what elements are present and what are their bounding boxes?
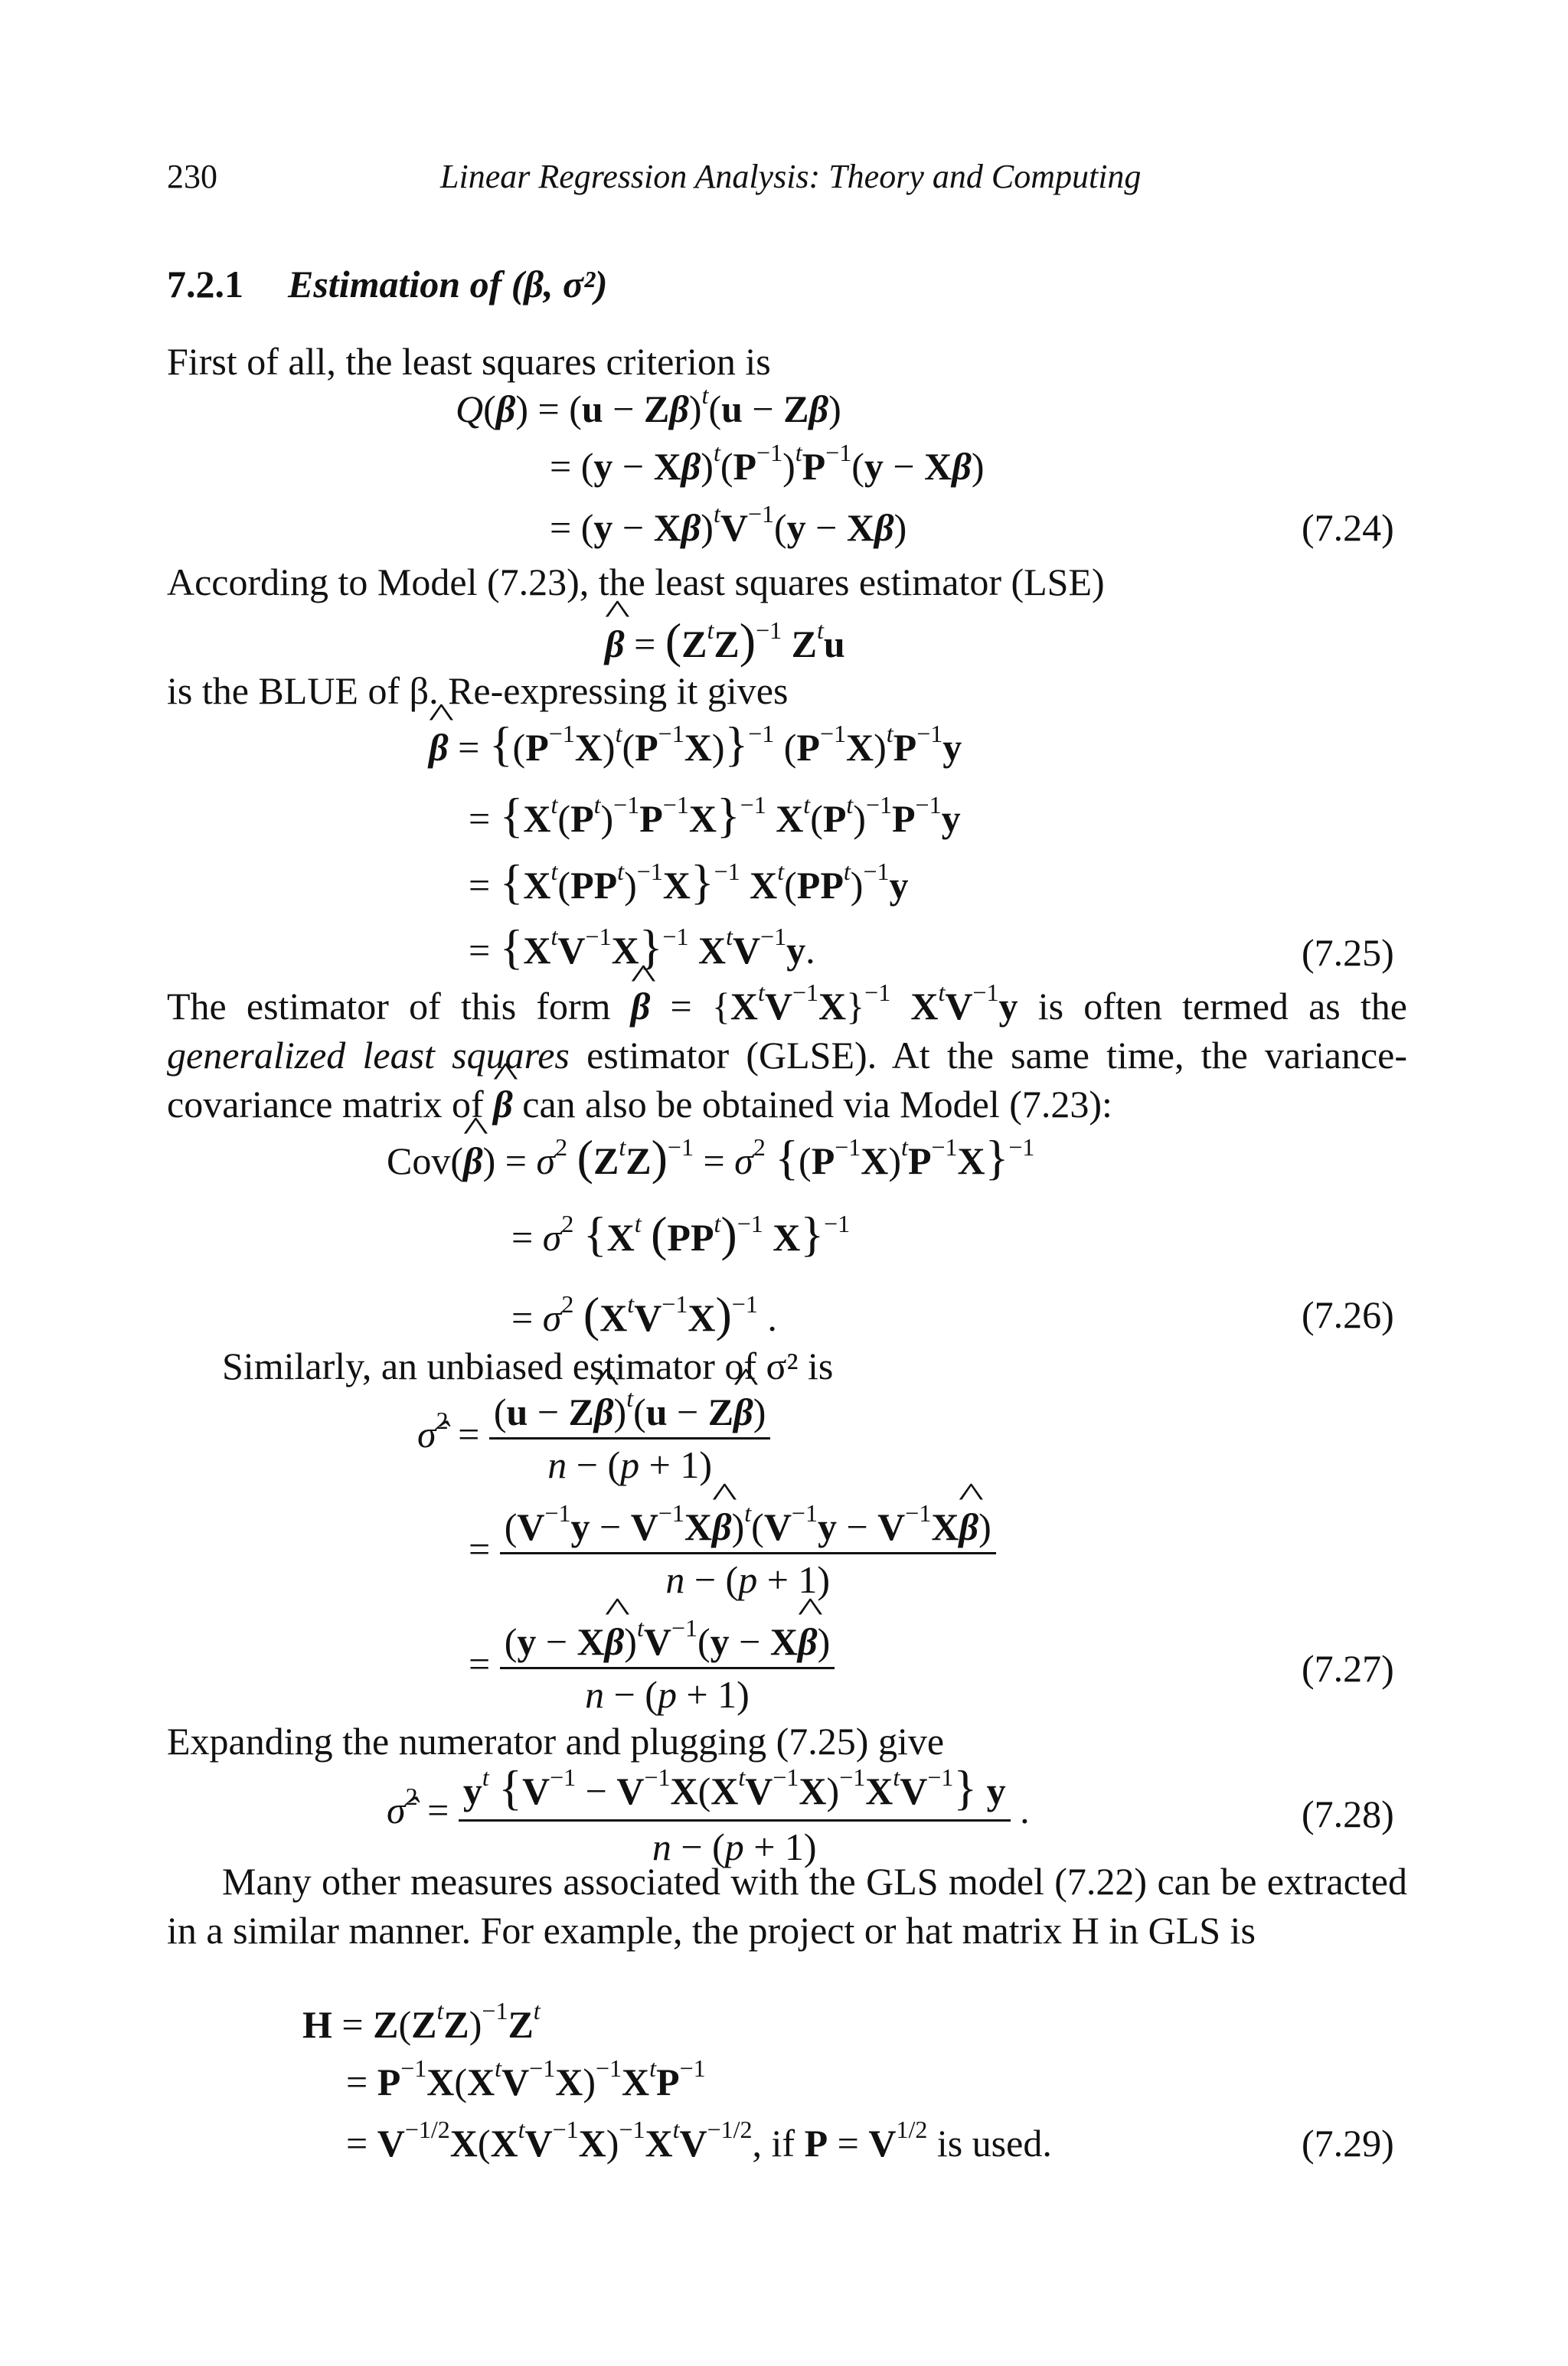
equation-number-7-27: (7.27) xyxy=(1302,1647,1394,1690)
equation-7-25-line4: = $\{X^tV^{-1}X\}^{-1}$ $X^tV^{-1}y$. xyxy=(469,920,815,974)
equation-7-25-line3: = $\{X^t(PP^t)^{-1}X\}^{-1}$ $X^t(PP^t)^{-1}y$ xyxy=(469,855,909,909)
paragraph-5: Similarly, an unbiased estimator of σ² is xyxy=(222,1345,834,1387)
section-title: Estimation of (β, σ²) xyxy=(288,263,608,306)
equation-number-7-26: (7.26) xyxy=(1302,1293,1394,1336)
equation-7-29-line2: = $P^{-1}X(X^tV^{-1}X)^{-1}X^tP^{-1}$ xyxy=(346,2054,706,2103)
equation-7-29-line3: = $V^{-1/2}X(X^tV^{-1}X)^{-1}X^tV^{-1/2}$, if $P = V^{1/2}$ is used. xyxy=(346,2116,1052,2165)
paragraph-1: First of all, the least squares criterion is xyxy=(167,340,771,383)
equation-7-27-line2: = $\frac{(V^{-1}y - V^{-1}X\^{} \beta)^t(V^{-1}y - V^{-1}X\^{} \beta)}{n - (p + 1)}$ xyxy=(469,1505,996,1602)
equation-number-7-28: (7.28) xyxy=(1302,1792,1394,1835)
equation-number-7-25: (7.25) xyxy=(1302,931,1394,974)
equation-number-7-24: (7.24) xyxy=(1302,506,1394,549)
equation-7-26-line1: Cov(^ $\beta) = \sigma^2$ $(Z^tZ)^{-1} = \sigma^2$ $\{(P^{-1}X)^tP^{-1}X\}^{-1}$ xyxy=(387,1129,1034,1186)
equation-7-29-line1: $H = Z(Z^tZ)^{-1}Z^t$ xyxy=(302,1997,541,2046)
paragraph-2: According to Model (7.23), the least squares estimator (LSE) xyxy=(167,560,1105,603)
section-number: 7.2.1 xyxy=(167,263,243,306)
equation-7-25-line2: = $\{X^t(P^t)^{-1}P^{-1}X\}^{-1}$ $X^t(P^t)^{-1}P^{-1}y$ xyxy=(469,788,961,842)
equation-7-27-line1: σ̂$^2$ = $\frac{(u - Z\^{} \beta)^t(u - Z\^{} \beta)}{n - (p + 1)}$ xyxy=(417,1390,770,1487)
equation-7-24-line1: $Q(\beta) = (u - Z\beta)^t(u - Z\beta)$ xyxy=(456,381,841,430)
equation-7-24-line2: = $(y - X\beta)^t(P^{-1})^tP^{-1}(y - X\beta)$ xyxy=(550,439,985,488)
equation-7-28: σ̂$^2$ = $\frac{y^t \{V^{-1} - V^{-1}X(X^tV^{-1}X)^{-1}X^tV^{-1}\} y}{n - (p + 1)}$ . xyxy=(387,1760,1030,1868)
section-heading xyxy=(167,262,608,306)
paragraph-6: Expanding the numerator and plugging (7.25) give xyxy=(167,1720,945,1763)
equation-lse: ^ $\beta = (Z^tZ)^{-1}$ $Z^tu$ xyxy=(605,613,845,669)
paragraph-3: is the BLUE of β. Re-expressing it gives xyxy=(167,669,789,712)
paragraph-7: Many other measures associated with the GLS model (7.22) can be extracted in a similar manner. For example, the project or hat matrix H in GLS is xyxy=(167,1860,1407,1952)
equation-number-7-29: (7.29) xyxy=(1302,2122,1394,2165)
equation-7-27-line3: = $\frac{(y - X\^{} \beta)^tV^{-1}(y - X\^{} \beta)}{n - (p + 1)}$ xyxy=(469,1619,835,1717)
equation-7-24-line3: = $(y - X\beta)^tV^{-1}(y - X\beta)$ xyxy=(550,500,907,549)
equation-7-26-line2: = $\sigma^2$ {$X^t$ $(PP^t)^{-1}$ X}$^{-1}$ xyxy=(511,1207,851,1261)
page-number: 230 xyxy=(167,158,217,195)
running-header: Linear Regression Analysis: Theory and Computing xyxy=(440,158,1142,195)
equation-7-25-line1: ^ $\beta = \{(P^{-1}X)^t(P^{-1}X)\}^{-1}$ $(P^{-1}X)^tP^{-1}y$ xyxy=(429,716,962,773)
paragraph-4: The estimator of this form ^ $\beta = \{X^tV^{-1}X\}^{-1}$ $X^tV^{-1}y$ is often termed as the generalized least squares estimator (GLSE). At the same time, the variance-covariance matrix of ^ β can also be obtained via Model (7.23): xyxy=(167,982,1407,1129)
equation-7-26-line3: = $\sigma^2$ $(X^tV^{-1}X)^{-1}$ . xyxy=(511,1287,777,1341)
